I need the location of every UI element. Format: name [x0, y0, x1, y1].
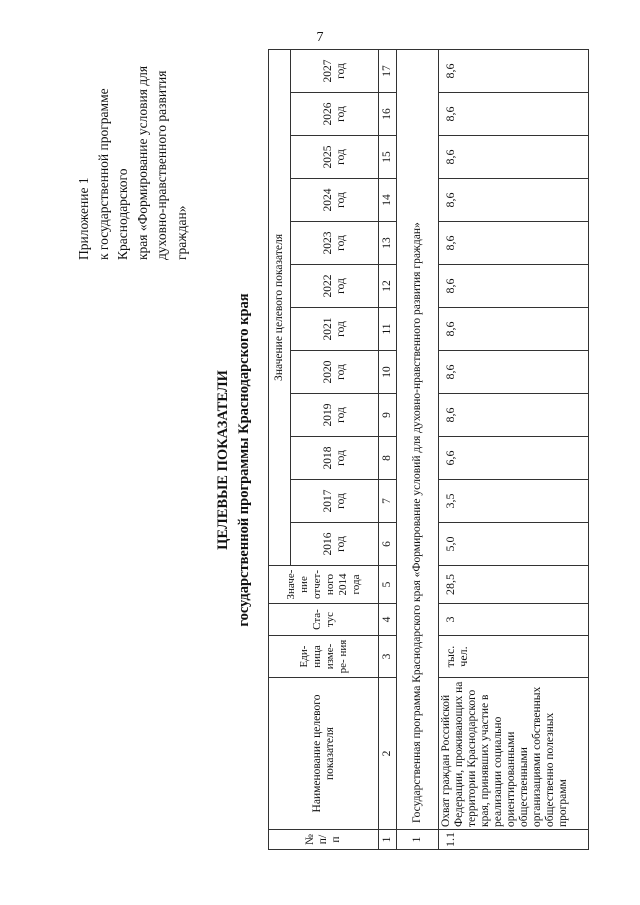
column-numbers-row [379, 49, 397, 849]
column-number: 15 [379, 136, 397, 179]
row-year-value: 8,6 [439, 179, 589, 222]
section-num: 1 [397, 830, 439, 850]
header-num: № п/п [269, 830, 379, 850]
header-base-value: Значе- ние отчет- ного 2014 года [269, 566, 379, 604]
column-number: 11 [379, 308, 397, 351]
header-year: 2016 год [291, 523, 379, 566]
row-year-value: 8,6 [439, 308, 589, 351]
header-year: 2026 год [291, 93, 379, 136]
header-year: 2017 год [291, 480, 379, 523]
header-year: 2018 год [291, 437, 379, 480]
appendix-line: Краснодарского [115, 168, 130, 260]
row-year-value: 8,6 [439, 136, 589, 179]
column-number: 4 [379, 604, 397, 636]
header-year: 2023 год [291, 222, 379, 265]
row-base-value: 28,5 [439, 566, 589, 604]
column-number: 5 [379, 566, 397, 604]
header-group: Значение целевого показателя [269, 49, 291, 565]
section-title: Государственная программа Краснодарского края «Формирование условий для духовно-нравственного развития граждан» [397, 49, 439, 829]
column-number: 6 [379, 523, 397, 566]
appendix-line: граждан» [173, 205, 189, 260]
column-number: 13 [379, 222, 397, 265]
row-unit: тыс. чел. [439, 636, 589, 678]
row-num: 1.1 [439, 830, 589, 850]
header-year: 2021 год [291, 308, 379, 351]
rotated-page [0, 50, 640, 870]
row-year-value: 8,6 [439, 394, 589, 437]
header-year: 2019 год [291, 394, 379, 437]
header-status: Ста- тус [269, 604, 379, 636]
column-number: 17 [379, 49, 397, 92]
section-row [397, 49, 439, 849]
column-number: 8 [379, 437, 397, 480]
header-year: 2027 год [291, 49, 379, 92]
document-title: ЦЕЛЕВЫЕ ПОКАЗАТЕЛИ [215, 370, 231, 550]
row-year-value: 5,0 [439, 523, 589, 566]
appendix-line: к государственной программе [95, 88, 111, 260]
header-year: 2024 год [291, 179, 379, 222]
row-name: Охват граждан Российской Федерации, проживающих на территории Краснодарского края, принявших участие в реализации социально ориентированными общественными организациями собственных общественно полезных программ [439, 678, 589, 830]
column-number: 10 [379, 351, 397, 394]
row-year-value: 8,6 [439, 265, 589, 308]
appendix-line: края «Формирование условия для [134, 65, 150, 260]
column-number: 9 [379, 394, 397, 437]
column-number: 1 [379, 830, 397, 850]
header-year: 2022 год [291, 265, 379, 308]
row-year-value: 3,5 [439, 480, 589, 523]
header-year: 2025 год [291, 136, 379, 179]
header-unit: Еди- ница изме- ре- ния [269, 636, 379, 678]
column-number: 7 [379, 480, 397, 523]
row-year-value: 8,6 [439, 49, 589, 92]
row-year-value: 8,6 [439, 351, 589, 394]
row-year-value: 6,6 [439, 437, 589, 480]
header-name: Наименование целевого показателя [269, 678, 379, 830]
row-status: 3 [439, 604, 589, 636]
page-number: 7 [316, 30, 324, 45]
appendix-note [74, 60, 191, 260]
appendix-line: Приложение 1 [76, 177, 91, 260]
row-year-value: 8,6 [439, 93, 589, 136]
column-number: 14 [379, 179, 397, 222]
row-year-value: 8,6 [439, 222, 589, 265]
column-number: 16 [379, 93, 397, 136]
header-year: 2020 год [291, 351, 379, 394]
table-row [439, 49, 589, 849]
indicators-table [268, 49, 589, 850]
document-subtitle: государственной программы Краснодарского края [236, 293, 252, 627]
column-number: 12 [379, 265, 397, 308]
column-number: 2 [379, 678, 397, 830]
appendix-line: духовно-нравственного развития [154, 70, 169, 260]
column-number: 3 [379, 636, 397, 678]
